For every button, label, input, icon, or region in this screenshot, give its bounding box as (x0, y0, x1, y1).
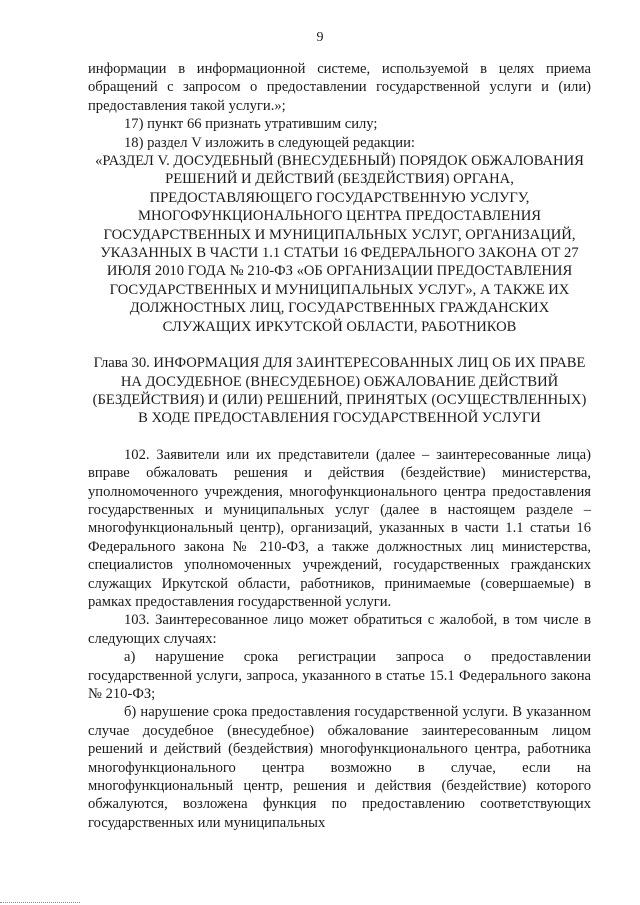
paragraph-item-18: 18) раздел V изложить в следующей редакции: (124, 134, 415, 151)
paragraph-103-b: б) нарушение срока предоставления государственной услуги. В указанном случае досудебное (внесудебное) обжалование заинтересованным лицом решений и действий (бездействия) многофункционального центра, работника многофункционального центра возможно в случае, если на многофункциональный центр, решения и действия (бездействие) которого обжалуются, возложена функция по предоставлению соответствующих государственных или муниципальных (88, 704, 591, 831)
section-title: «РАЗДЕЛ V. ДОСУДЕБНЫЙ (ВНЕСУДЕБНЫЙ) ПОРЯДОК ОБЖАЛОВАНИЯ РЕШЕНИЙ И ДЕЙСТВИЙ (БЕЗДЕЙСТВИЯ) ОРГАНА, ПРЕДОСТАВЛЯЮЩЕГО ГОСУДАРСТВЕННУЮ УСЛУГУ, МНОГОФУНКЦИОНАЛЬНОГО ЦЕНТРА ПРЕДОСТАВЛЕНИЯ ГОСУДАРСТВЕННЫХ И МУНИЦИПАЛЬНЫХ УСЛУГ, ОРГАНИЗАЦИЙ, УКАЗАННЫХ В ЧАСТИ 1.1 СТАТЬИ 16 ФЕДЕРАЛЬНОГО ЗАКОНА ОТ 27 ИЮЛЯ 2010 ГОДА № 210-ФЗ «ОБ ОРГАНИЗАЦИИ ПРЕДОСТАВЛЕНИЯ ГОСУДАРСТВЕННЫХ И МУНИЦИПАЛЬНЫХ УСЛУГ», А ТАКЖЕ ИХ ДОЛЖНОСТНЫХ ЛИЦ, ГОСУДАРСТВЕННЫХ ГРАЖДАНСКИХ СЛУЖАЩИХ ИРКУТСКОЙ ОБЛАСТИ, РАБОТНИКОВ (95, 153, 584, 335)
spacer (88, 428, 591, 446)
page-number: 9 (316, 30, 324, 45)
footer-divider (0, 902, 80, 903)
paragraph-102: 102. Заявители или их представители (далее – заинтересованные лица) вправе обжаловать решения и действия (бездействие) министерства, уполномоченного учреждения, многофункционального центра предоставления государственных и муниципальных услуг (далее в настоящем разделе – многофункциональный центр), организаций, указанных в части 1.1 статьи 16 Федерального закона № 210-ФЗ, а также должностных лиц министерства, специалистов уполномоченных учреждений, государственных гражданских служащих Иркутской области, работников, принимаемые (совершаемые) в рамках предоставления государственной услуги. (88, 446, 591, 610)
document-body (88, 60, 591, 832)
paragraph-103: 103. Заинтересованное лицо может обратиться с жалобой, в том числе в следующих случаях: (88, 612, 591, 647)
paragraph-continuation: информации в информационной системе, используемой в целях приема обращений с запросом о предоставлении государственной услуги и (или) предоставления такой услуги.»; (88, 61, 591, 114)
chapter-title: Глава 30. ИНФОРМАЦИЯ ДЛЯ ЗАИНТЕРЕСОВАННЫХ ЛИЦ ОБ ИХ ПРАВЕ НА ДОСУДЕБНОЕ (ВНЕСУДЕБНОЕ) ОБЖАЛОВАНИЕ ДЕЙСТВИЙ (БЕЗДЕЙСТВИЯ) И (ИЛИ) РЕШЕНИЙ, ПРИНЯТЫХ (ОСУЩЕСТВЛЕННЫХ) В ХОДЕ ПРЕДОСТАВЛЕНИЯ ГОСУДАРСТВЕННОЙ УСЛУГИ (92, 355, 587, 427)
paragraph-103-a: а) нарушение срока регистрации запроса о предоставлении государственной услуги, запроса, указанного в статье 15.1 Федерального закона № 210-ФЗ; (88, 649, 591, 702)
paragraph-item-17: 17) пункт 66 признать утратившим силу; (124, 116, 378, 133)
